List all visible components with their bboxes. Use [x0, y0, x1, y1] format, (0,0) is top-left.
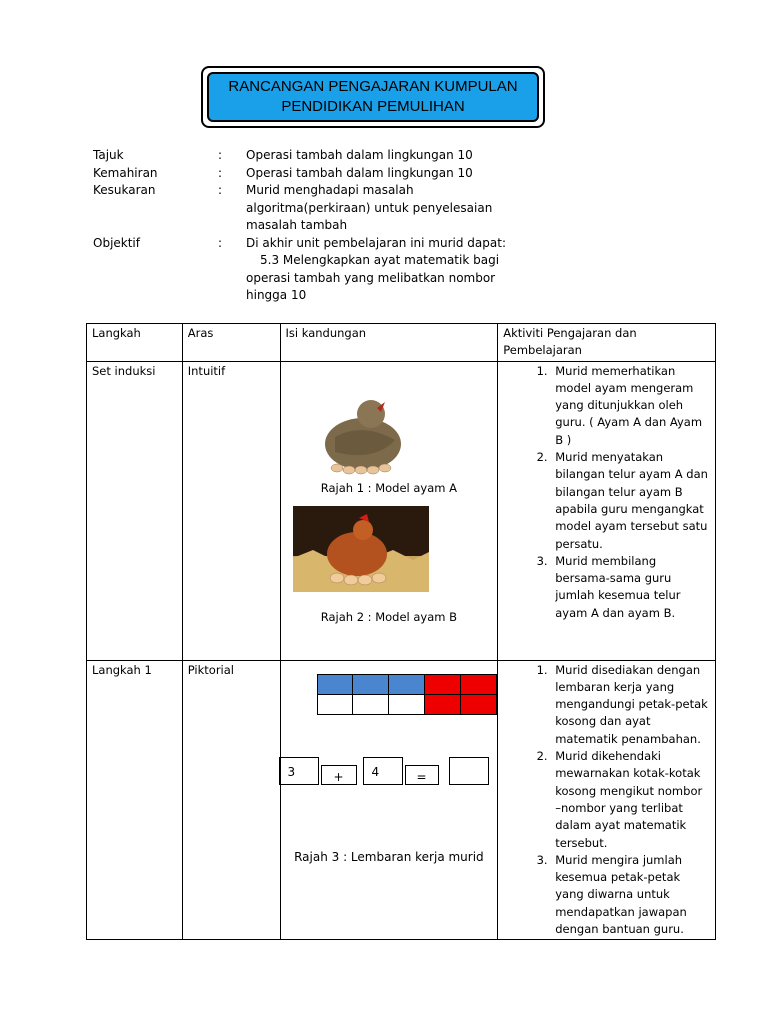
meta-label: Objektif [93, 235, 140, 250]
meta-value-line: hingga 10 [246, 288, 307, 302]
meta-value-line: Di akhir unit pembelajaran ini murid dapat: [246, 235, 506, 250]
cell-aktiviti [498, 660, 716, 940]
meta-value [246, 182, 506, 235]
cell-aktiviti [498, 361, 716, 660]
cell-langkah: Langkah 1 [87, 660, 183, 940]
meta-row-objektif [93, 235, 506, 305]
grid-cell-red [461, 674, 497, 694]
meta-label: Kemahiran [93, 165, 158, 180]
caption-rajah-1: Rajah 1 : Model ayam A [320, 480, 458, 495]
list-item: 3. Murid membilang bersama-sama guru jumlah kesemua telur ayam A dan ayam B. [551, 553, 710, 622]
meta-colon: : [218, 165, 223, 180]
list-item: 2. Murid menyatakan bilangan telur ayam A dan bilangan telur ayam B apabila guru mengangkat model ayam tersebut satu persatu. [551, 449, 710, 553]
title-line-1: RANCANGAN PENGAJARAN KUMPULAN [228, 78, 518, 95]
grid-cell-red [425, 694, 461, 714]
grid-cell-blue [353, 674, 389, 694]
meta-colon: : [218, 235, 223, 250]
lesson-meta [93, 147, 506, 305]
title-box [201, 66, 545, 128]
meta-value-line: algoritma(perkiraan) untuk penyelesaian [246, 200, 493, 215]
grid-cell-red [461, 694, 497, 714]
hen-model-b-image [293, 506, 429, 592]
meta-colon: : [218, 183, 223, 197]
meta-value-line: 5.3 Melengkapkan ayat matematik bagi [260, 253, 500, 267]
list-item: 1. Murid memerhatikan model ayam mengeram yang ditunjukkan oleh guru. ( Ayam A dan Ayam B ) [551, 363, 710, 449]
meta-row-kemahiran [93, 165, 506, 183]
cell-isi-kandungan [280, 361, 498, 660]
header-langkah: Langkah [87, 324, 183, 362]
table-header-row [87, 324, 716, 362]
meta-value-line: Murid menghadapi masalah [246, 183, 414, 197]
grid-cell-empty [389, 694, 425, 714]
header-isi-kandungan: Isi kandungan [280, 324, 498, 362]
meta-value [246, 235, 506, 305]
grid-cell-blue [317, 674, 353, 694]
colour-grid [317, 674, 498, 715]
cell-aras: Piktorial [182, 660, 280, 940]
meta-value-line: masalah tambah [246, 218, 348, 232]
addend-box-a: 3 [279, 757, 319, 785]
grid-cell-empty [353, 694, 389, 714]
meta-label: Tajuk [93, 148, 124, 162]
meta-colon: : [218, 148, 223, 162]
title-banner [207, 72, 539, 122]
meta-value-line: operasi tambah yang melibatkan nombor [246, 270, 496, 285]
table-row [87, 361, 716, 660]
list-item: 2. Murid dikehendaki mewarnakan kotak-kotak kosong mengikut nombor –nombor yang terlibat dalam ayat matematik tersebut. [551, 748, 710, 852]
list-item: 1. Murid disediakan dengan lembaran kerja yang mengandungi petak-petak kosong dan ayat matematik penambahan. [551, 662, 710, 748]
header-aktiviti: Aktiviti Pengajaran dan Pembelajaran [498, 324, 716, 362]
table-row [87, 660, 716, 940]
meta-row-kesukaran [93, 182, 506, 235]
grid-cell-blue [389, 674, 425, 694]
cell-aras: Intuitif [182, 361, 280, 660]
cell-isi-kandungan [280, 660, 498, 940]
meta-value: Operasi tambah dalam lingkungan 10 [246, 148, 473, 162]
addend-box-b: 4 [363, 757, 403, 785]
meta-label: Kesukaran [93, 183, 156, 197]
cell-langkah: Set induksi [87, 361, 183, 660]
caption-rajah-3: Rajah 3 : Lembaran kerja murid [294, 849, 484, 864]
activity-list [503, 363, 710, 622]
meta-value: Operasi tambah dalam lingkungan 10 [246, 165, 473, 180]
list-item: 3. Murid mengira jumlah kesemua petak-petak yang diwarna untuk mendapatkan jawapan dengan bantuan guru. [551, 852, 710, 938]
answer-box [449, 757, 489, 785]
header-aras: Aras [182, 324, 280, 362]
meta-row-tajuk [93, 147, 506, 165]
title-line-2: PENDIDIKAN PEMULIHAN [281, 98, 465, 115]
activity-list [503, 662, 710, 939]
hen-model-a-image [315, 392, 405, 476]
equals-box: = [405, 765, 439, 785]
lesson-plan-table [86, 323, 716, 940]
caption-rajah-2: Rajah 2 : Model ayam B [320, 609, 458, 624]
grid-cell-red [425, 674, 461, 694]
plus-box: + [321, 765, 357, 785]
grid-cell-empty [317, 694, 353, 714]
